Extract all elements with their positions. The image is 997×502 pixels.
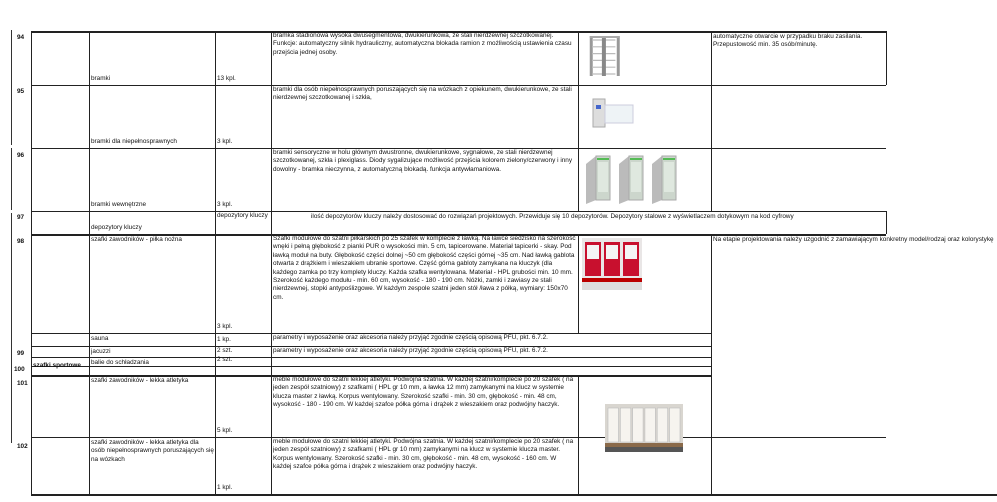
athletics-lockers-icon bbox=[605, 404, 683, 452]
row-number: 96 bbox=[17, 152, 25, 159]
column-divider bbox=[89, 31, 90, 494]
item-quantity: 2 szt. bbox=[217, 347, 233, 354]
margin-bar bbox=[11, 213, 12, 443]
item-description: parametry i wyposażenie oraz akcesoria należy przyjąć zgodnie częścią opisową PFU, pkt. 6.7.2. bbox=[273, 347, 548, 354]
item-description: bramki sensoryczne w holu głównym dwustronne, dwukierunkowe, sygnałowe, ze stali nierdzewnej szczotkowanej, szkła i plexiglass. Diody sygalizujące możliwość przejścia kolorem zielony/czerwony i inny dowolny - bramka nieczynna, z automatyczną blokadą. funkcja antywłamaniowa. bbox=[273, 149, 573, 173]
column-divider bbox=[711, 31, 712, 211]
item-quantity: 5 kpl. bbox=[217, 427, 233, 434]
row-divider bbox=[31, 494, 997, 496]
margin-bar bbox=[11, 30, 12, 145]
column-divider bbox=[578, 234, 579, 333]
row-divider bbox=[31, 366, 711, 367]
item-description: parametry i wyposażenie oraz akcesoria należy przyjąć zgodnie częścią opisową PFU, pkt. 6.7.2. bbox=[273, 334, 548, 341]
row-number: 99 bbox=[17, 350, 25, 357]
item-quantity: 1 kp. bbox=[217, 336, 231, 343]
row-number: 94 bbox=[17, 34, 25, 41]
item-quantity: 3 kpl. bbox=[217, 323, 233, 330]
item-name: bramki bbox=[91, 75, 111, 82]
item-description: Szafki modułowe do szatni piłkarskich po 25 szafek w komplecie z ławką. Na ławce siedzisko na szerokość wnęki i pełną głębokość z pianki PUR o wysokości min. 5 cm, tapicerowane. Materiał tapicerki - skay. Pod ławką moduł na buty. Głębokość części dolnej ~50 cm głębokość części górnej ~35 cm. Nad ławką gablota otwarta z drążkiem i wieszakiem ubranie sportowe. Część górna gabloty zamykana na kluczyk (dla każdego zamka po trzy komplety kluczy. Każda szafka wentylowana. Materiał - HPL grubości min. 10 mm. Szerokość każdego modułu - min. 60 cm, wysokość - 180 - 190 cm. Nóżki, zamki i zawiasy ze stali nierdzewnej, stopki antypoślizgowe. W każdym zespole szatni jeden stół /ława z półką, wymiary: 150x70 cm. bbox=[273, 235, 576, 301]
item-name: bramki wewnętrzne bbox=[91, 201, 147, 208]
row-number: 98 bbox=[17, 238, 25, 245]
sensor-gates-image bbox=[584, 152, 684, 206]
item-name: depozytory kluczy bbox=[91, 224, 142, 231]
item-quantity: 3 kpl. bbox=[217, 138, 233, 145]
turnstile-icon bbox=[583, 34, 628, 78]
turnstile-image bbox=[583, 34, 628, 78]
item-notes: automatyczne otwarcie w przypadku braku zasilania. Przepustowość min. 35 osób/minutę. bbox=[713, 33, 863, 49]
item-quantity: 1 kpl. bbox=[217, 484, 233, 491]
item-description: bramki dla osób niepełnosprawnych poruszających się na wózkach z opiekunem, dwukierunkowe, ze stali nierdzewnej szczotkowanej i szkła, bbox=[273, 86, 572, 102]
accessible-gate-image bbox=[591, 97, 636, 129]
column-divider bbox=[886, 211, 887, 234]
item-quantity: 13 kpl. bbox=[217, 75, 236, 82]
item-name: bramki dla niepełnosprawnych bbox=[91, 138, 177, 145]
column-divider bbox=[578, 375, 579, 494]
row-number: 101 bbox=[17, 380, 28, 387]
column-divider bbox=[271, 31, 272, 494]
accessible-gate-icon bbox=[591, 97, 636, 129]
item-quantity: depozytory kluczy bbox=[217, 212, 268, 219]
athletics-lockers-image bbox=[605, 404, 683, 452]
item-name: sauna bbox=[91, 335, 109, 342]
category-label: szafki sportowe bbox=[33, 362, 81, 369]
row-divider bbox=[31, 357, 711, 358]
column-divider bbox=[886, 31, 887, 85]
row-number: 102 bbox=[17, 443, 28, 450]
item-name: szafki zawodników - lekka atletyka bbox=[91, 377, 189, 384]
margin-bar bbox=[11, 148, 12, 210]
row-number: 97 bbox=[17, 214, 25, 221]
locker-room-icon bbox=[582, 238, 642, 290]
item-name: szafki zawodników - lekka atletyka dla osób niepełnosprawnych poruszających się na wózkach bbox=[91, 439, 214, 463]
row-number: 95 bbox=[17, 88, 25, 95]
item-name: balie do schładzania bbox=[91, 359, 149, 366]
item-description: meble modułowe do szatni lekkiej atletyki. Podwójna szatnia. W każdej szatni/komplecie po 20 szafek ( na jeden zespół szatniowy) z szafkami ( HPL gr 10 mm) zamykanymi na klucz w systemie klucza master. Korpus wentylowany. Szerokość szafki - min. 30 cm, głębokość - min. 48 cm, wysokość - 160 cm. W każdej szafce półka górna i drążek z wieszakiem oraz podwójny haczyk. bbox=[273, 438, 574, 471]
item-description: bramka stadionowa wysoka dwusegmentowa, dwukierunkowa, ze stali nierdzewnej szczotkowanej. Funkcje: automatyczny silnik hydrauliczny, automatyczna blokada ramion z możliwością ustawienia czasu przejścia jednej osoby. bbox=[273, 32, 572, 56]
column-divider bbox=[31, 31, 32, 494]
item-quantity: 2 szt. bbox=[217, 356, 233, 363]
item-description: ilość depozytorów kluczy należy dostosować do rozwiązań projektowych. Przewiduje się 10 depozytorów. Depozytory stalowe z wyświetlaczem dotykowym na kod cyfrowy bbox=[311, 213, 794, 220]
item-notes: Na etapie projektowania należy uzgodnić z zamawiającym konkretny model/rodzaj oraz kolorystykę bbox=[713, 236, 994, 243]
item-name: jacuzzi bbox=[91, 348, 111, 355]
column-divider bbox=[578, 31, 579, 211]
row-number: 100 bbox=[14, 366, 25, 373]
column-divider bbox=[215, 31, 216, 494]
item-description: meble modułowe do szatni lekkiej atletyki. Podwójna szatnia. W każdej szatni/komplecie po 20 szafek ( na jeden zespół szatniowy) z szafkami ( HPL gr 10 mm, a ławka 12 mm) zamykanymi na klucz w systemie klucza master z ławką. Korpus wentylowany. Szerokość szafki - min. 30 cm, głębokość - min. 48 cm, wysokość - 180 - 190 cm. W każdej szafce półka górna i drążek z wieszakiem oraz podwójny haczyk. bbox=[273, 376, 574, 409]
sensor-gates-icon bbox=[584, 152, 684, 206]
column-divider bbox=[711, 234, 712, 494]
item-name: szafki zawodników - piłka nożna bbox=[91, 236, 182, 243]
locker-room-image bbox=[582, 238, 642, 290]
row-divider bbox=[31, 211, 886, 212]
item-quantity: 3 kpl. bbox=[217, 201, 233, 208]
